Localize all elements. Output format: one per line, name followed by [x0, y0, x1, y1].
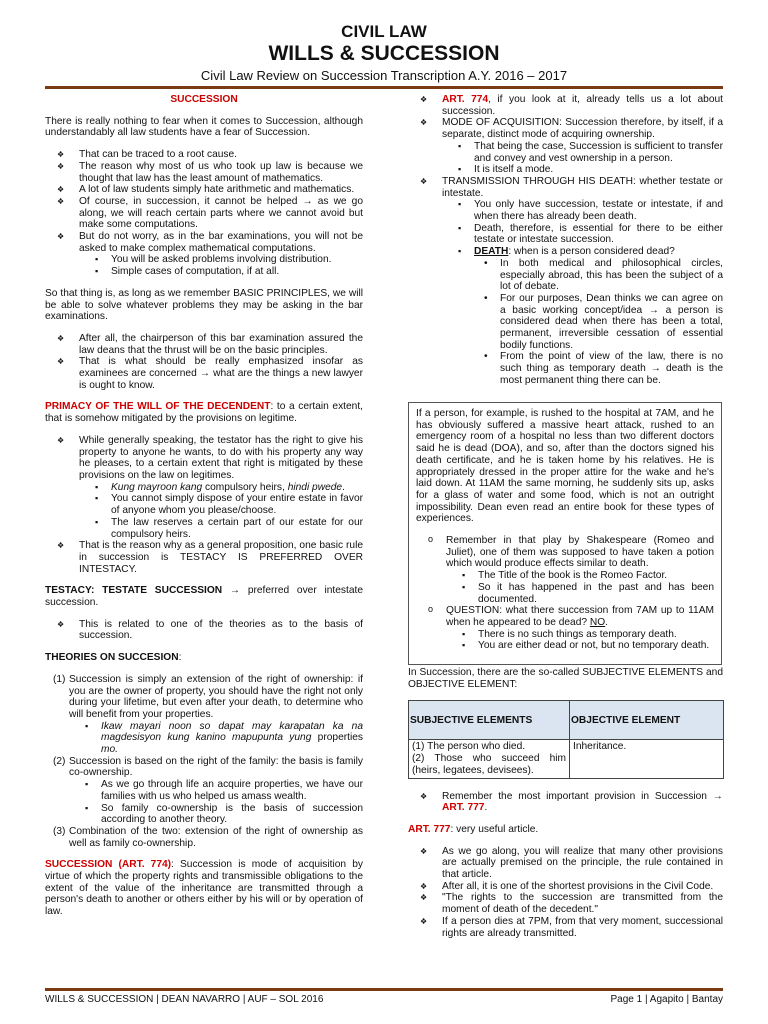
bullet-list	[45, 619, 363, 642]
sub-item: ▪ The law reserves a certain part of our estate for our compulsory heirs.	[79, 517, 363, 540]
left-column	[45, 94, 363, 928]
list-item-text: .	[605, 616, 609, 628]
bullet-list	[408, 846, 723, 940]
list-item	[408, 94, 723, 117]
sub-list	[442, 199, 723, 386]
primacy-heading: PRIMACY OF THE WILL OF THE DECENDENT	[45, 401, 271, 413]
elements-intro: In Succession, there are the so-called SUBJECTIVE ELEMENTS and OBJECTIVE ELEMENT:	[408, 667, 723, 690]
sub-sub-item: • In both medical and philosophical circles, especially abroad, this has been the subject of a lot of debate.	[474, 258, 723, 293]
list-item	[45, 231, 363, 278]
sub-list	[69, 779, 363, 826]
list-item	[408, 791, 723, 814]
theories-heading	[45, 652, 363, 664]
list-item: ❖ A lot of law students simply hate arithmetic and mathematics.	[45, 184, 363, 196]
footer-page-info: Page 1 | Agapito | Bantay	[610, 994, 723, 1005]
list-number: (1)	[53, 673, 66, 685]
list-item	[45, 674, 363, 756]
sub-item: ▪ As we go through life an acquire properties, we have our families with us who helped us amass wealth.	[69, 779, 363, 802]
answer-no: NO	[589, 616, 606, 628]
cell-line: (1) The person who died.	[412, 741, 526, 753]
list-item: ❖ That is what should be really emphasized insofar as examinees are concerned → what are the things a new lawyer is ought to know.	[45, 356, 363, 391]
sub-item: ▪ There is no such things as temporary death.	[446, 629, 714, 641]
list-item-text: Remember the most important provision in Succession →	[442, 790, 723, 802]
list-item: ❖ After all, it is one of the shortest provisions in the Civil Code.	[408, 881, 723, 893]
intro-paragraph: There is really nothing to fear when it comes to Succession, although understandably all law students have a fear of Succession.	[45, 115, 363, 139]
sub-item-text: compulsory heirs,	[202, 481, 288, 493]
article-ref: ART. 777	[442, 802, 485, 814]
theories-title: THEORIES ON SUCCESION	[45, 652, 179, 664]
bullet-list	[45, 333, 363, 392]
sub-item: ▪ So family co-ownership is the basis of succession according to another theory.	[69, 803, 363, 826]
header-title: WILLS & SUCCESSION	[268, 42, 500, 65]
sub-list	[79, 482, 363, 541]
sub-item: ▪ You cannot simply dispose of your entire estate in favor of anyone whom you please/choose.	[79, 493, 363, 516]
theories-list	[45, 674, 363, 850]
list-item	[408, 117, 723, 176]
table-header: SUBJECTIVE ELEMENTS	[409, 701, 570, 740]
primacy-text: : to a certain extent, that is somehow mitigated by the provisions on legitime.	[45, 401, 363, 425]
list-item	[416, 535, 714, 605]
section-title: SUCCESSION	[170, 94, 238, 105]
list-item	[408, 176, 723, 387]
list-item: ❖ As we go along, you will realize that many other provisions are actually premised on the principle, the rule contained in that article.	[408, 846, 723, 881]
sub-list	[79, 254, 363, 277]
sub-item: ▪ So it has happened in the past and has been documented.	[446, 582, 714, 605]
table-cell: Inheritance.	[570, 740, 724, 778]
bullet-list	[45, 435, 363, 575]
sub-item: ▪ The Title of the book is the Romeo Factor.	[446, 570, 714, 582]
footer-left: WILLS & SUCCESSION | DEAN NAVARRO | AUF – SOL 2016	[45, 994, 324, 1005]
elements-table	[408, 700, 724, 778]
table-header: OBJECTIVE ELEMENT	[570, 701, 724, 740]
list-item: ❖ "The rights to the succession are transmitted from the moment of death of the decedent."	[408, 892, 723, 915]
list-item-text: .	[484, 802, 488, 814]
sub-sub-list	[474, 258, 723, 387]
sub-item-text: .	[342, 481, 345, 493]
sub-item: ▪ Simple cases of computation, if at all.	[79, 266, 363, 278]
right-column-bottom	[408, 667, 723, 939]
testacy-paragraph	[45, 585, 363, 608]
art777-paragraph	[408, 824, 723, 836]
list-item-text: While generally speaking, the testator has the right to give his property to anyone he wants, to do with his property any way he pleases, to a certain extent that right is mitigated by these provisions on the law on legitimes.	[79, 434, 363, 481]
sub-sub-item: • From the point of view of the law, there is no such thing as temporary death → death is the most permanent thing there can be.	[474, 351, 723, 386]
list-item-text: Succession is simply an extension of the right of ownership: if you are the owner of property, you should have the right not only during your lifetime, but even after your death, to determine who will benefit from your properties.	[69, 673, 363, 720]
list-item	[45, 435, 363, 540]
list-item-text: , if you look at it, already tells us a lot about succession.	[442, 94, 723, 117]
testacy-heading: TESTACY: TESTATE SUCCESSION	[45, 585, 223, 597]
list-item-text: MODE OF ACQUISITION: Succession therefore, by itself, if a separate, distinct mode of acquiring ownership.	[442, 117, 723, 141]
testacy-text: → preferred over intestate succession.	[45, 585, 363, 609]
list-item	[45, 826, 363, 849]
table-cell	[409, 740, 570, 778]
tagalog-text: Ikaw mayari noon so dapat may karapatan ka na magdesisyon kung kanino mapupunta yung	[101, 720, 363, 744]
list-item-text: But do not worry, as in the bar examinations, you will not be asked to make complex mathematical computations.	[79, 231, 363, 254]
primacy-paragraph	[45, 401, 363, 424]
list-item-text: Remember in that play by Shakespeare (Romeo and Juliet), one of them was supposed to have taken a potion which would produce effects similar to death.	[446, 535, 714, 570]
list-number: (2)	[53, 755, 66, 767]
bullet-list	[408, 791, 723, 814]
death-term: DEATH	[474, 246, 509, 258]
art774-paragraph	[45, 859, 363, 918]
theories-colon: :	[178, 652, 182, 664]
example-list	[416, 535, 714, 652]
footer-rule	[45, 988, 723, 991]
art777-text: : very useful article.	[450, 823, 539, 835]
list-item: ❖ That can be traced to a root cause.	[45, 149, 363, 161]
tagalog-text: Kung mayroon kang	[111, 481, 203, 493]
sub-item: ▪ Death, therefore, is essential for there to be either testate or intestate succession.	[442, 223, 723, 246]
sub-list	[69, 721, 363, 756]
sub-item: ▪ You will be asked problems involving distribution.	[79, 254, 363, 266]
list-item: ❖ This is related to one of the theories as to the basis of succession.	[45, 619, 363, 642]
sub-list	[446, 629, 714, 652]
list-item-text: TRANSMISSION THROUGH HIS DEATH: whether testate or intestate.	[442, 175, 723, 199]
tagalog-text: mo.	[101, 744, 118, 756]
tagalog-text: hindi pwede	[287, 481, 343, 493]
sub-item: ▪ It is itself a mode.	[442, 164, 723, 176]
header-subject: CIVIL LAW	[341, 22, 427, 41]
header-rule	[45, 86, 723, 89]
art774-text: : Succession is mode of acquisition by virtue of which the property rights and transmissible obligations to the extent of the value of the inheritance are transmitted through a person's death to another or others either by his will or by operation of law.	[45, 859, 363, 918]
sub-item-text: properties	[311, 732, 363, 744]
sub-item: ▪ That being the case, Succession is sufficient to transfer and convey and vest ownership in a person.	[442, 141, 723, 164]
sub-list	[442, 141, 723, 176]
sub-list	[446, 570, 714, 605]
list-item	[45, 756, 363, 826]
list-item	[416, 605, 714, 652]
sub-item-text: : when is a person considered dead?	[508, 246, 675, 258]
list-item: ❖ Of course, in succession, it cannot be helped → as we go along, we will reach certain parts where we cannot avoid but make some computations.	[45, 196, 363, 231]
example-box	[408, 402, 722, 665]
list-item: ❖ That is the reason why as a general proposition, one basic rule in succession is TESTACY IS PREFERRED OVER INTESTACY.	[45, 540, 363, 575]
list-item: ❖ If a person dies at 7PM, from that very moment, successional rights are already transmitted.	[408, 916, 723, 939]
cell-line: (2) Those who succeed him (heirs, legatees, devisees).	[412, 753, 566, 776]
sub-item	[442, 246, 723, 386]
bullet-list	[408, 94, 723, 387]
right-column	[408, 94, 723, 387]
bullet-list	[45, 149, 363, 278]
list-item: ❖ The reason why most of us who took up law is because we thought that law has the least amount of mathematics.	[45, 161, 363, 184]
list-item: ❖ After all, the chairperson of this bar examination assured the law deans that the thrust will be on the basic principles.	[45, 333, 363, 356]
example-paragraph: If a person, for example, is rushed to the hospital at 7AM, and he has obviously suffered a massive heart attack, rushed to an emergency room of a hospital no less than two different doctors said he is dead (DOA), and so, after than the doctors signed his death certificate, and he is taken home by his relatives. He is appropriately dressed in the proper attire for the wake and he's laid down. At 11AM the same morning, he suddenly sits up, asks for a glass of water and some food, which is not an outright impossibility. Dean even read an entire book for these types of experiences.	[416, 408, 714, 525]
art777-heading: ART. 777	[408, 823, 451, 835]
sub-item	[79, 482, 363, 494]
list-number: (3)	[53, 825, 66, 837]
paragraph: So that thing is, as long as we remember BASIC PRINCIPLES, we will be able to solve whatever problems they may be asking in the bar examinations.	[45, 287, 363, 323]
list-item-text: QUESTION: what there succession from 7AM up to 11AM when he appeared to be dead?	[446, 605, 714, 628]
sub-sub-item: • For our purposes, Dean thinks we can agree on a basic working concept/idea → a person is considered dead when there has been a total, permanent, irreversible cessation of essential bodily functions.	[474, 293, 723, 352]
article-ref: ART. 774	[442, 94, 489, 105]
sub-item: ▪ You only have succession, testate or intestate, if and when there has already been death.	[442, 199, 723, 222]
sub-item: ▪ You are either dead or not, but no temporary death.	[446, 640, 714, 652]
header-subtitle: Civil Law Review on Succession Transcription A.Y. 2016 – 2017	[200, 68, 568, 83]
sub-item	[69, 721, 363, 756]
list-item-text: Succession is based on the right of the family: the basis is family co-ownership.	[69, 755, 363, 779]
list-item-text: Combination of the two: extension of the right of ownership as well as family co-ownership.	[69, 825, 363, 849]
art774-heading: SUCCESSION (ART. 774)	[45, 859, 172, 871]
